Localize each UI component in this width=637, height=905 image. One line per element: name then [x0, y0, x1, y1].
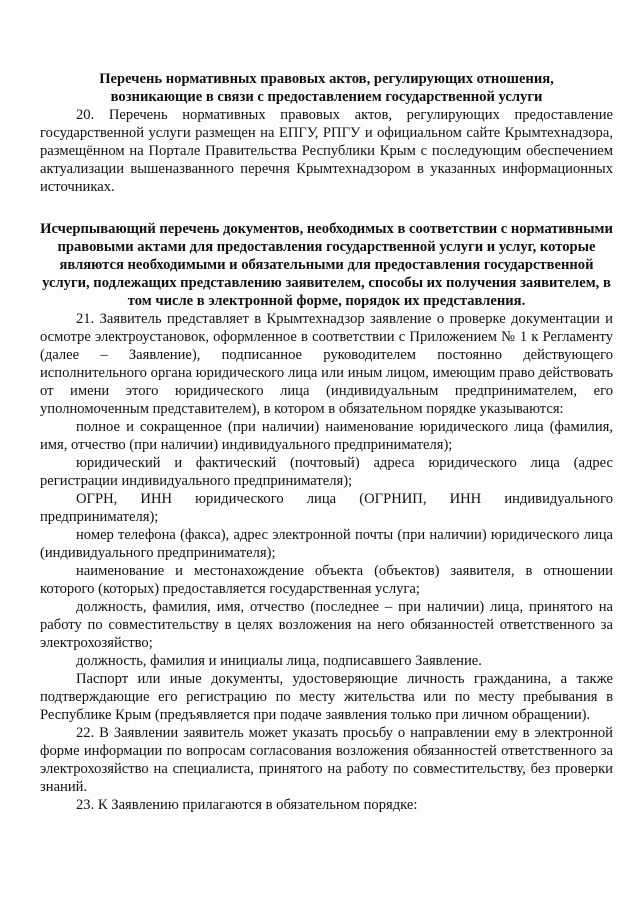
section-heading-documents: Исчерпывающий перечень документов, необходимых в соответствии с нормативными правовыми актами для предоставления государственной услуги и услуг, которые являются необходимыми и обязательными для предоставления государственной услуги, подлежащих представлению заявителем, способы их получения заявителем, в том числе в электронной форме, порядок их представления. — [40, 221, 613, 309]
paragraph-passport: Паспорт или иные документы, удостоверяющие личность гражданина, а также подтверждающие его регистрацию по месту жительства или по месту пребывания в Республике Крым (предъявляется при подаче заявления только при личном обращении). — [40, 671, 613, 723]
section-heading-legal-acts: Перечень нормативных правовых актов, регулирующих отношения, возникающие в связи с предоставлением государственной услуги — [99, 71, 554, 105]
list-item-signatory: должность, фамилия и инициалы лица, подписавшего Заявление. — [76, 653, 482, 669]
list-item-object: наименование и местонахождение объекта (объектов) заявителя, в отношении которого (которых) предоставляется государственная услуга; — [40, 563, 613, 597]
list-item-ogrn-inn: ОГРН, ИНН юридического лица (ОГРНИП, ИНН индивидуального предпринимателя); — [40, 491, 613, 525]
paragraph-21: 21. Заявитель представляет в Крымтехнадзор заявление о проверке документации и осмотре электроустановок, оформленное в соответствии с Приложением № 1 к Регламенту (далее – Заявление), подписанное руководителем постоянно действующего исполнительного органа юридического лица или иным лицом, имеющим право действовать от имени этого юридического лица (индивидуальным предпринимателем, его уполномоченным представителем), в котором в обязательном порядке указываются: — [40, 311, 613, 417]
paragraph-22: 22. В Заявлении заявитель может указать просьбу о направлении ему в электронной форме информации по вопросам согласования возложения обязанностей ответственного за электрохозяйство на специалиста, принятого на работу по совместительству, без проверки знаний. — [40, 725, 613, 795]
list-item-responsible-person: должность, фамилия, имя, отчество (последнее – при наличии) лица, принятого на работу по совместительству в целях возложения на него обязанностей ответственного за электрохозяйство; — [40, 599, 613, 651]
paragraph-20: 20. Перечень нормативных правовых актов, регулирующих предоставление государственной услуги размещен на ЕПГУ, РПГУ и официальном сайте Крымтехнадзора, размещённом на Портале Правительства Республики Крым с последующим обеспечением актуализации вышеназванного перечня Крымтехнадзором в указанных информационных источниках. — [40, 107, 613, 195]
list-item-contacts: номер телефона (факса), адрес электронной почты (при наличии) юридического лица (индивидуального предпринимателя); — [40, 527, 613, 561]
paragraph-23: 23. К Заявлению прилагаются в обязательном порядке: — [76, 797, 418, 813]
list-item-name: полное и сокращенное (при наличии) наименование юридического лица (фамилия, имя, отчество (при наличии) индивидуального предпринимателя); — [40, 419, 613, 453]
list-item-address: юридический и фактический (почтовый) адреса юридического лица (адрес регистрации индивидуального предпринимателя); — [40, 455, 613, 489]
